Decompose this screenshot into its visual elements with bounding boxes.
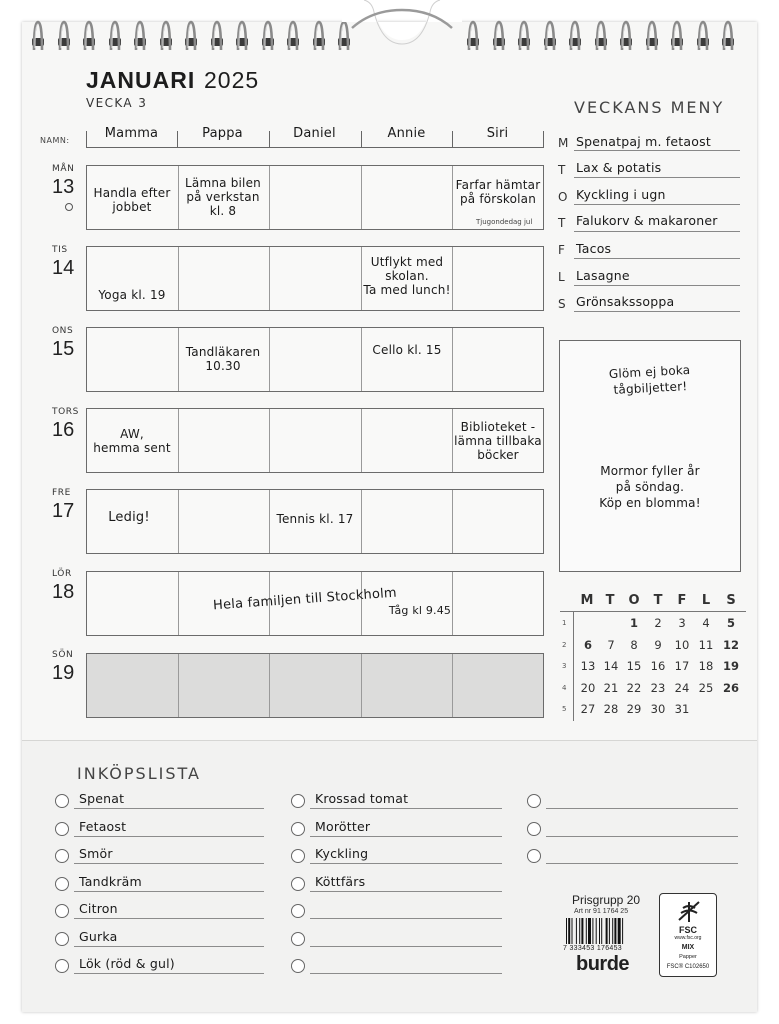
menu-line [574,258,740,259]
spiral-coil [465,20,481,54]
mini-cal-day: 20 [580,680,596,695]
menu-line [574,204,740,205]
mini-cal-vline [573,611,574,721]
entry-thu-mamma: AW, hemma sent [93,427,171,455]
name-tick [177,131,178,147]
mini-cal-week-number: 4 [562,683,567,692]
note-grandma: Mormor fyller år på söndag. Köp en blomma! [599,464,701,510]
shopping-checkbox[interactable] [55,959,69,973]
shopping-checkbox[interactable] [291,822,305,836]
shopping-line [546,808,738,809]
name-mamma: Mamma [104,126,159,141]
spiral-coil [516,20,532,54]
year-title: 2025 [204,67,260,93]
cell-thu-annie[interactable] [362,409,454,472]
fsc-name: FSC [679,925,697,935]
mini-cal-week-number: 3 [562,662,567,670]
spiral-coil [132,20,148,54]
day-name-sun: SÖN [52,650,74,660]
day-name-sat: LÖR [52,569,72,579]
mini-cal-day: 26 [722,680,739,695]
cell-tue-pappa[interactable] [179,247,271,310]
mini-cal-day: 25 [698,680,714,695]
shopping-checkbox[interactable] [55,822,69,836]
entry-fri-daniel: Tennis kl. 17 [276,512,354,526]
menu-dish-tue: Lax & potatis [576,160,662,175]
day-name-fri: FRE [52,488,71,498]
names-divider [86,147,544,148]
spiral-coil [491,20,507,54]
shopping-item: Spenat [79,791,125,806]
mini-cal-header: T [605,593,615,608]
mini-cal-day: 15 [626,659,642,673]
entry-mon-siri: Farfar hämtar på förskolan [455,178,541,206]
shopping-item: Morötter [315,818,371,834]
menu-line [574,231,740,232]
entry-mon-pappa: Lämna bilen på verkstan kl. 8 [185,176,261,218]
shopping-line [74,808,264,809]
entry-wed-annie: Cello kl. 15 [372,343,442,357]
mini-cal-day: 7 [607,637,615,652]
shopping-line [310,973,502,974]
cell-tue-daniel[interactable] [270,247,362,310]
day-row-wed [86,327,544,392]
shopping-line [310,891,502,892]
mini-cal-day: 22 [626,680,642,695]
cell-sun-pappa[interactable] [179,654,271,717]
shopping-checkbox[interactable] [55,849,69,863]
fsc-papper: Papper [679,954,697,960]
shopping-checkbox[interactable] [291,904,305,918]
mini-cal-header: M [580,593,594,608]
spiral-coil [81,20,97,54]
spiral-coil [644,20,660,54]
shopping-item: Smör [79,846,113,861]
names-label: NAMN: [40,136,70,145]
day-row-sun [86,653,544,718]
shopping-item: Köttfärs [315,873,366,889]
shopping-line [74,973,264,974]
spiral-coil [567,20,583,54]
shopping-item: Lök (röd & gul) [79,956,175,971]
week-label: VECKA 3 [86,96,148,110]
spiral-coil [107,20,123,54]
shopping-line [74,863,264,864]
menu-day-letter: F [558,243,565,257]
shopping-checkbox[interactable] [291,794,305,808]
cell-sun-siri[interactable] [453,654,545,717]
menu-dish-wed: Kyckling i ugn [576,187,666,202]
day-num-mon: 13 [52,176,75,198]
shopping-line [74,891,264,892]
day-num-tue: 14 [52,257,75,279]
menu-dish-fri: Tacos [576,241,612,256]
shopping-line [74,918,264,919]
mini-cal-day: 27 [580,702,596,716]
shopping-item: Fetaost [79,818,127,834]
menu-line [574,285,740,286]
shopping-line [310,863,502,864]
name-tick [452,131,453,147]
fsc-mix: MIX [681,944,695,951]
mini-cal-day: 4 [702,616,710,630]
shopping-item: Krossad tomat [315,791,409,806]
mini-cal-day: 18 [698,659,714,673]
mini-cal-day: 5 [726,616,735,630]
menu-day-letter: T [558,163,566,177]
day-name-tue: TIS [52,245,68,255]
name-siri: Siri [486,126,509,141]
fsc-tree-icon [675,898,703,924]
shopping-checkbox[interactable] [291,849,305,863]
fsc-code: FSC® C102650 [666,964,710,970]
mini-cal-day: 30 [650,702,666,716]
fsc-label [659,893,717,977]
day-num-sun: 19 [52,662,75,684]
mini-cal-day: 23 [650,680,666,695]
shopping-line [74,946,264,947]
mini-cal-day: 19 [722,659,739,673]
price-group: Prisgrupp 20 [572,893,641,907]
shopping-checkbox[interactable] [527,822,541,836]
entry-sat-family: Hela familjen till Stockholm [212,585,398,614]
cell-wed-mamma[interactable] [87,328,179,391]
spiral-coil [618,20,634,54]
cell-wed-siri[interactable] [453,328,545,391]
menu-day-letter: S [558,297,566,311]
mini-cal-day: 9 [654,637,662,652]
shopping-line [310,808,502,809]
cell-wed-annie[interactable] [362,328,454,391]
mini-cal-week-number: 1 [562,619,567,627]
mini-cal-day: 31 [674,702,690,716]
spiral-coil [209,20,225,54]
shopping-checkbox[interactable] [291,959,305,973]
mini-cal-day: 16 [650,659,666,673]
cell-tue-siri[interactable] [453,247,545,310]
menu-line [574,177,740,178]
cell-wed-daniel[interactable] [270,328,362,391]
spiral-coil [56,20,72,54]
entry-sat-train: Tåg kl 9.45 [388,604,452,617]
cell-sun-annie[interactable] [362,654,454,717]
shopping-checkbox[interactable] [527,849,541,863]
mini-cal-week-number: 5 [562,705,567,713]
mini-cal-day: 3 [678,616,686,630]
mini-cal-hline [560,611,746,612]
menu-day-letter: O [558,190,568,204]
mini-cal-day: 29 [626,702,642,716]
spiral-coil [158,20,174,54]
cell-sun-mamma[interactable] [87,654,179,717]
day-name-mon: MÅN [52,164,75,174]
barcode-number: 7 333453 176453 [563,945,622,952]
shopping-checkbox[interactable] [55,904,69,918]
cell-thu-pappa[interactable] [179,409,271,472]
entry-thu-siri: Biblioteket - lämna tillbaka böcker [454,420,542,462]
name-daniel: Daniel [293,126,336,141]
mini-cal-day: 17 [674,659,690,673]
mini-cal-header: O [628,593,640,608]
mini-cal-header: L [701,593,711,608]
new-moon-icon [65,203,73,211]
mini-cal-day: 13 [580,659,596,673]
cell-fri-pappa[interactable] [179,490,271,553]
shopping-line [310,836,502,837]
mini-cal-day: 10 [674,637,690,652]
mini-cal-day: 12 [722,637,739,652]
mini-cal-header: F [677,593,687,608]
article-number: Art nr 91 1764 25 [574,908,629,915]
day-num-fri: 17 [52,500,75,522]
month-title: JANUARI [86,67,196,93]
mini-cal-day: 24 [674,680,690,695]
menu-dish-mon: Spenatpaj m. fetaost [576,134,711,149]
mini-cal-day: 1 [629,616,638,630]
shopping-checkbox[interactable] [291,877,305,891]
spiral-coil [593,20,609,54]
day-name-wed: ONS [52,326,74,336]
entry-tue-mamma: Yoga kl. 19 [98,288,166,302]
shopping-line [74,836,264,837]
day-num-wed: 15 [52,338,75,360]
shopping-line [546,863,738,864]
mini-cal-day: 6 [583,637,592,652]
mini-cal-day: 21 [603,680,619,695]
cell-fri-annie[interactable] [362,490,454,553]
menu-dish-sun: Grönsakssoppa [576,294,675,309]
hanger-notch [342,0,462,62]
spiral-coil [30,20,46,54]
cell-thu-daniel[interactable] [270,409,362,472]
cell-fri-siri[interactable] [453,490,545,553]
mini-cal-header: T [653,593,663,608]
spiral-coil [285,20,301,54]
name-tick [86,131,87,147]
shopping-line [310,946,502,947]
mini-cal-header: S [726,593,736,608]
barcode [566,918,644,948]
cell-sat-siri[interactable] [453,572,545,635]
menu-dish-thu: Falukorv & makaroner [576,213,718,228]
menu-day-letter: M [558,136,569,150]
day-name-thu: TORS [52,407,79,417]
mini-cal-day: 2 [654,616,662,630]
shopping-title: INKÖPSLISTA [77,764,201,783]
shopping-checkbox[interactable] [55,932,69,946]
fsc-web: www.fsc.org [674,935,702,941]
brand-logo: burde [576,953,630,975]
note-tickets: Glöm ej boka tågbiljetter! [608,362,691,397]
entry-mon-mamma: Handla efter jobbet [93,186,171,214]
shopping-line [310,918,502,919]
mini-cal-day: 28 [603,702,619,716]
spiral-coil [234,20,250,54]
mini-cal-day: 14 [603,659,619,673]
name-pappa: Pappa [202,126,243,141]
spiral-coil [669,20,685,54]
menu-title: VECKANS MENY [574,98,725,117]
menu-dish-sat: Lasagne [576,268,630,283]
menu-day-letter: L [558,270,565,284]
entry-wed-pappa: Tandläkaren 10.30 [185,345,261,373]
cell-mon-daniel[interactable] [270,166,362,229]
cell-mon-annie[interactable] [362,166,454,229]
name-tick [543,131,544,147]
mini-cal-day: 11 [698,637,714,652]
shopping-checkbox[interactable] [55,794,69,808]
shopping-item: Kyckling [315,846,369,861]
menu-line [574,311,740,312]
spiral-coil [695,20,711,54]
spiral-coil [183,20,199,54]
shopping-item: Citron [79,901,118,916]
name-annie: Annie [387,126,426,141]
mini-cal-week-number: 2 [562,640,567,649]
mini-cal-day: 8 [630,637,638,652]
entry-fri-mamma: Ledig! [108,510,150,525]
cell-sun-daniel[interactable] [270,654,362,717]
day-num-sat: 18 [52,581,75,603]
menu-day-letter: T [558,216,566,230]
spiral-coil [542,20,558,54]
cell-sat-mamma[interactable] [87,572,179,635]
holiday-label: Tjugondedag jul [476,218,533,226]
shopping-checkbox[interactable] [527,794,541,808]
spiral-coil [720,20,736,54]
shopping-item: Tandkräm [79,873,142,889]
spiral-coil [311,20,327,54]
spiral-coil [260,20,276,54]
shopping-checkbox[interactable] [291,932,305,946]
menu-line [574,150,740,151]
name-tick [361,131,362,147]
shopping-line [546,836,738,837]
day-num-thu: 16 [52,419,75,441]
name-tick [269,131,270,147]
shopping-item: Gurka [79,928,118,944]
entry-tue-annie: Utflykt med skolan. Ta med lunch! [363,255,451,297]
shopping-checkbox[interactable] [55,877,69,891]
